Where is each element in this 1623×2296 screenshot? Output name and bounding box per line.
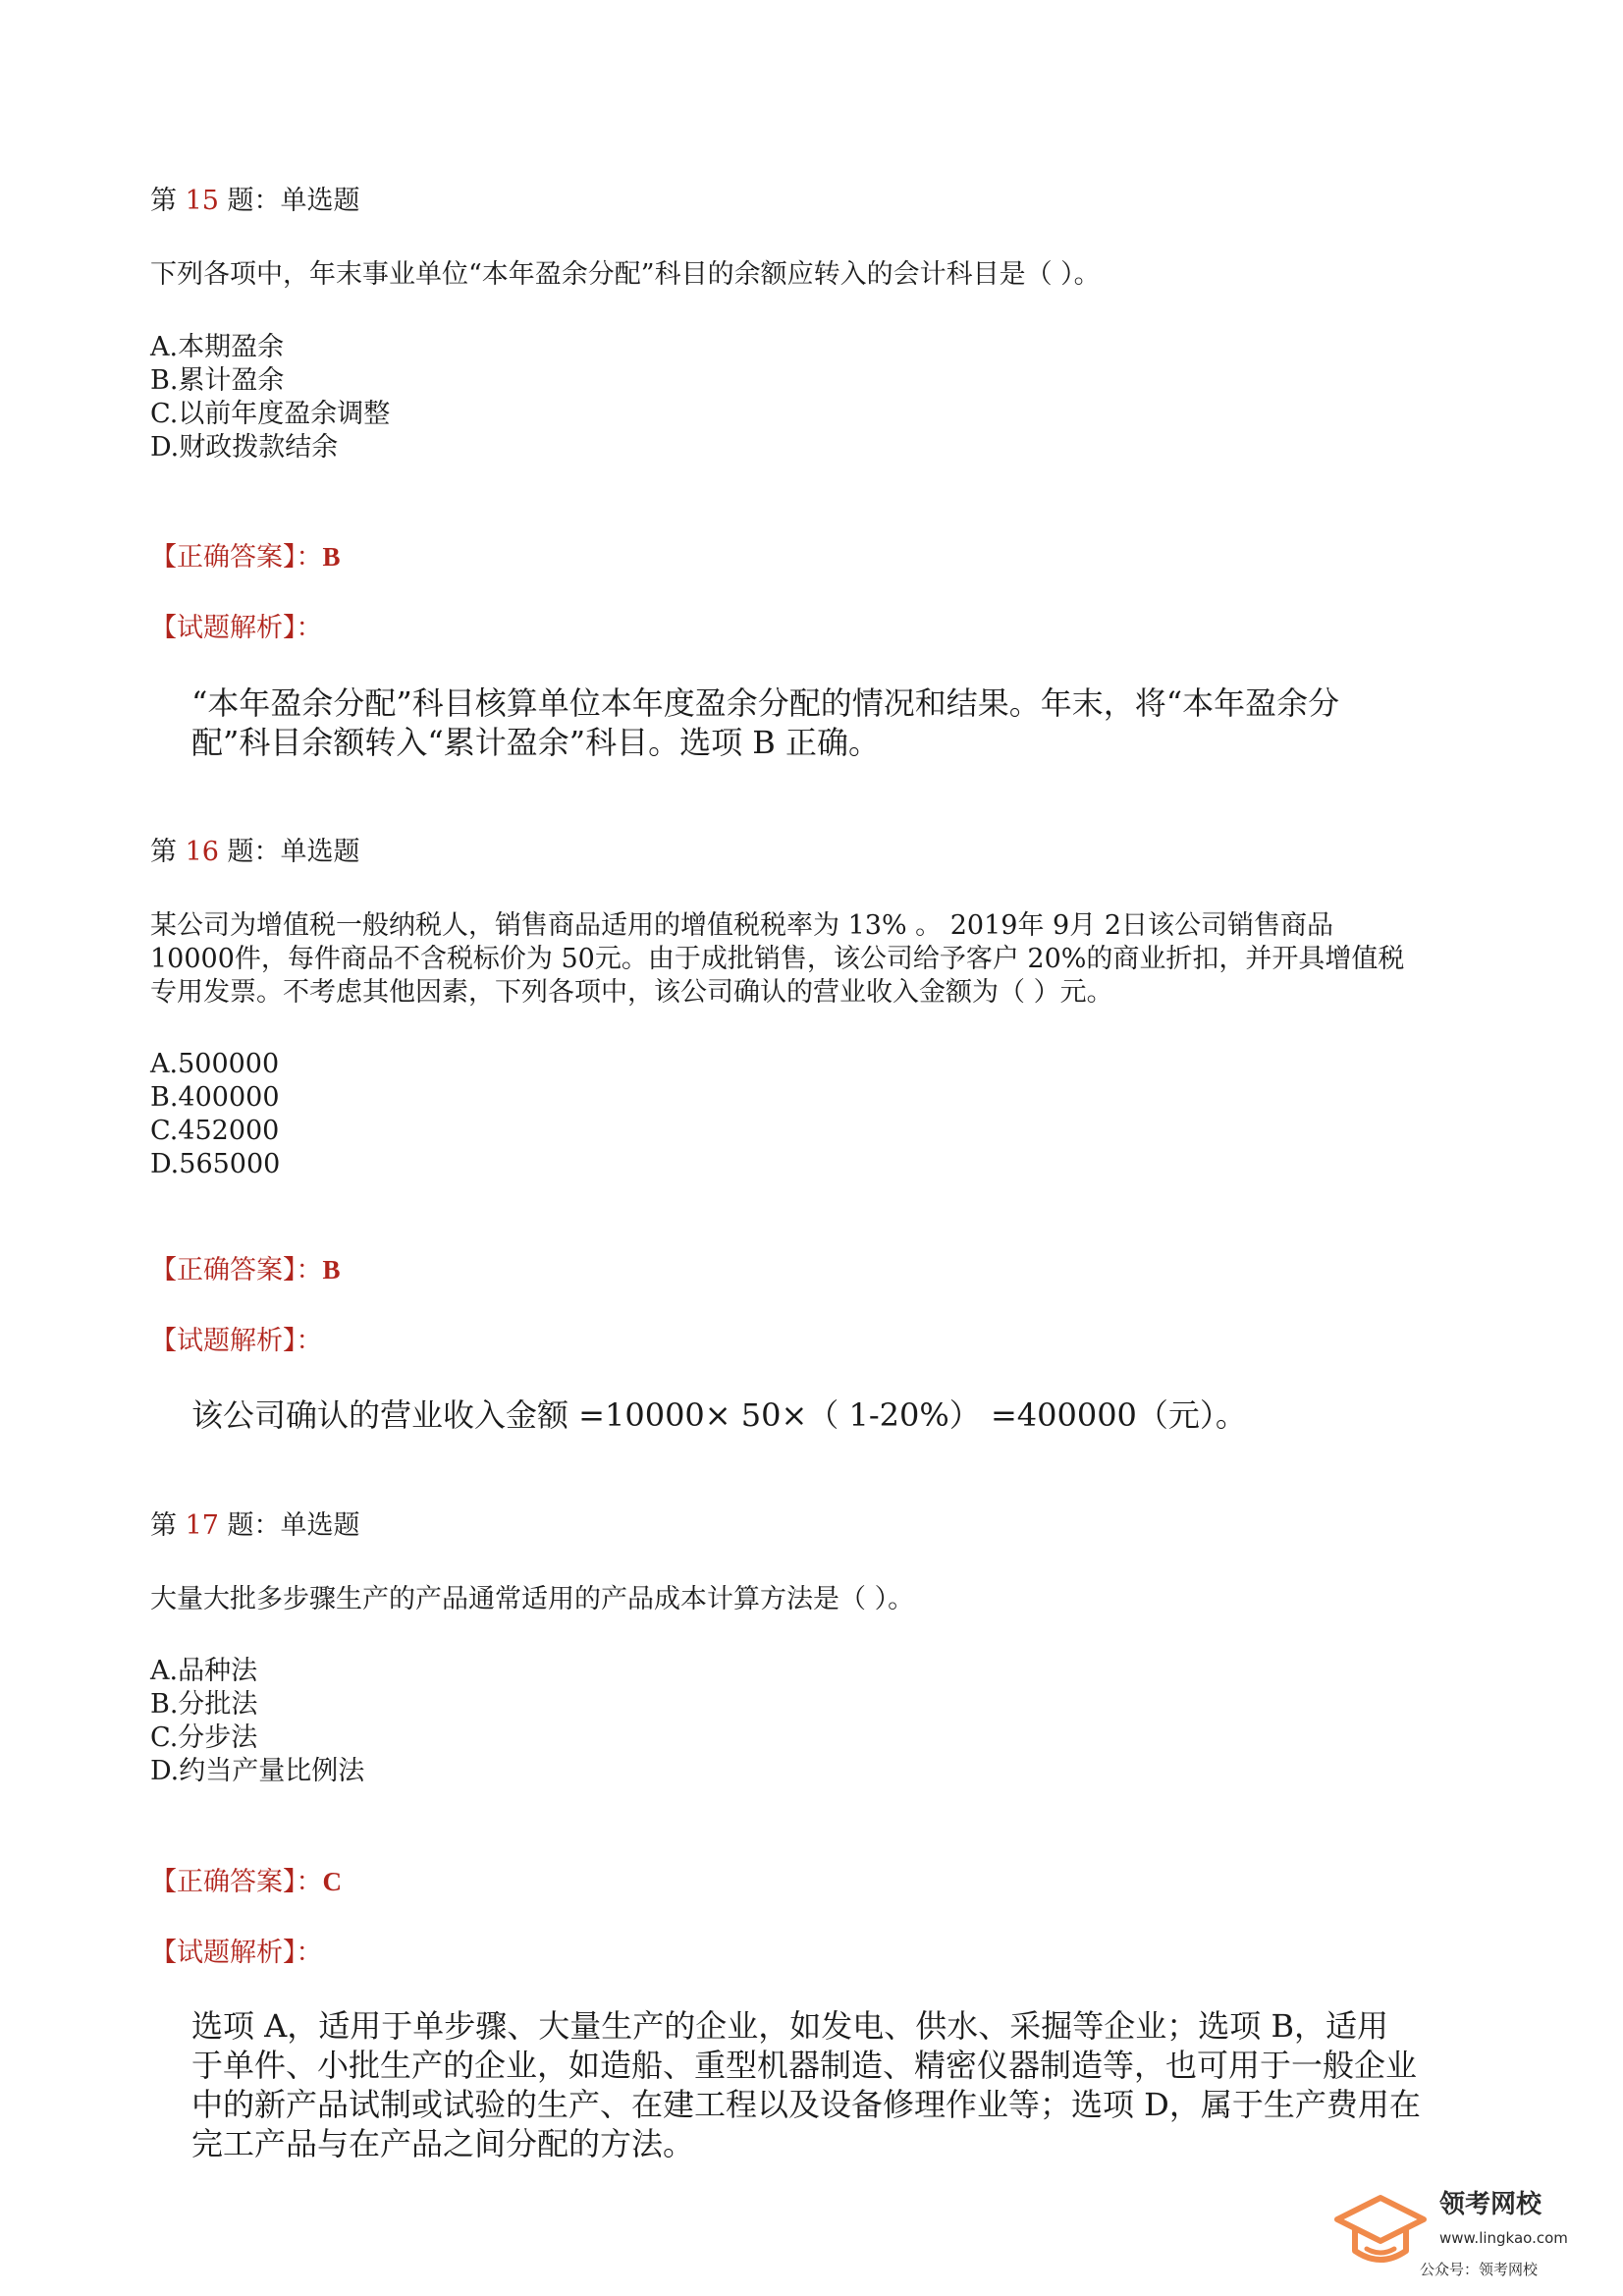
option-c: C.以前年度盈余调整 bbox=[150, 399, 391, 429]
correct-answer-value: B bbox=[322, 542, 341, 572]
question-number: 16 bbox=[185, 837, 219, 867]
question-type: 题：单选题 bbox=[227, 186, 360, 216]
option-b: B.分批法 bbox=[150, 1689, 258, 1720]
analysis-label: 【试题解析】： bbox=[150, 1938, 323, 1968]
correct-answer-label: 【正确答案】： bbox=[150, 1867, 323, 1897]
option-a: A.500000 bbox=[150, 1049, 280, 1079]
question-16-header bbox=[150, 837, 360, 868]
question-prefix: 第 bbox=[150, 186, 177, 216]
question-16-stem: 专用发票。不考虑其他因素，下列各项中，该公司确认的营业收入金额为（ ）元。 bbox=[150, 977, 1113, 1008]
option-b: B.400000 bbox=[150, 1082, 280, 1113]
analysis-line: “本年盈余分配”科目核算单位本年度盈余分配的情况和结果。年末，将“本年盈余分 bbox=[191, 684, 1340, 722]
question-prefix: 第 bbox=[150, 837, 177, 867]
logo-wechat: 公众号：领考网校 bbox=[1420, 2261, 1539, 2278]
option-b: B.累计盈余 bbox=[150, 365, 285, 396]
graduation-cap-icon bbox=[1333, 2194, 1428, 2274]
question-15-stem: 下列各项中，年末事业单位“本年盈余分配”科目的余额应转入的会计科目是（ ）。 bbox=[150, 259, 1101, 290]
correct-answer-label: 【正确答案】： bbox=[150, 542, 323, 573]
logo-url: www.lingkao.com bbox=[1439, 2229, 1568, 2247]
question-15-header bbox=[150, 186, 360, 217]
option-a: A.本期盈余 bbox=[150, 332, 285, 362]
analysis-label: 【试题解析】： bbox=[150, 613, 323, 643]
analysis-line: 选项 A，适用于单步骤、大量生产的企业，如发电、供水、采掘等企业；选项 B，适用 bbox=[191, 2007, 1388, 2045]
question-16-stem: 某公司为增值税一般纳税人，销售商品适用的增值税税率为 13% 。 2019年 9月 2日该公司销售商品 bbox=[150, 910, 1333, 941]
option-d: D.财政拨款结余 bbox=[150, 432, 339, 463]
question-prefix: 第 bbox=[150, 1510, 177, 1541]
footer-logo bbox=[1333, 2190, 1618, 2296]
option-d: D.565000 bbox=[150, 1149, 281, 1179]
option-a: A.品种法 bbox=[150, 1656, 258, 1686]
analysis-line: 该公司确认的营业收入金额 =10000× 50×（ 1-20%） =400000（元）。 bbox=[191, 1396, 1247, 1434]
option-c: C.分步法 bbox=[150, 1722, 258, 1753]
question-16-stem: 10000件，每件商品不含税标价为 50元。由于成批销售，该公司给予客户 20%的商业折扣，并开具增值税 bbox=[150, 944, 1405, 974]
analysis-line: 配”科目余额转入“累计盈余”科目。选项 B 正确。 bbox=[191, 724, 880, 761]
correct-answer-label: 【正确答案】： bbox=[150, 1255, 323, 1285]
correct-answer bbox=[150, 1866, 342, 1898]
correct-answer bbox=[150, 1254, 341, 1286]
analysis-line: 完工产品与在产品之间分配的方法。 bbox=[191, 2125, 695, 2162]
analysis-label: 【试题解析】： bbox=[150, 1326, 323, 1356]
question-number: 15 bbox=[185, 186, 219, 216]
question-17-stem: 大量大批多步骤生产的产品通常适用的产品成本计算方法是（ ）。 bbox=[150, 1584, 915, 1614]
correct-answer-value: B bbox=[322, 1255, 341, 1285]
question-type: 题：单选题 bbox=[227, 1510, 360, 1541]
question-type: 题：单选题 bbox=[227, 837, 360, 867]
analysis-line: 于单件、小批生产的企业，如造船、重型机器制造、精密仪器制造等，也可用于一般企业 bbox=[191, 2047, 1418, 2084]
correct-answer bbox=[150, 541, 341, 574]
option-c: C.452000 bbox=[150, 1116, 280, 1146]
logo-name: 领考网校 bbox=[1439, 2190, 1542, 2219]
analysis-line: 中的新产品试制或试验的生产、在建工程以及设备修理作业等；选项 D，属于生产费用在 bbox=[191, 2086, 1421, 2123]
option-d: D.约当产量比例法 bbox=[150, 1756, 365, 1786]
question-17-header bbox=[150, 1510, 360, 1542]
correct-answer-value: C bbox=[322, 1867, 342, 1896]
question-number: 17 bbox=[185, 1510, 219, 1541]
